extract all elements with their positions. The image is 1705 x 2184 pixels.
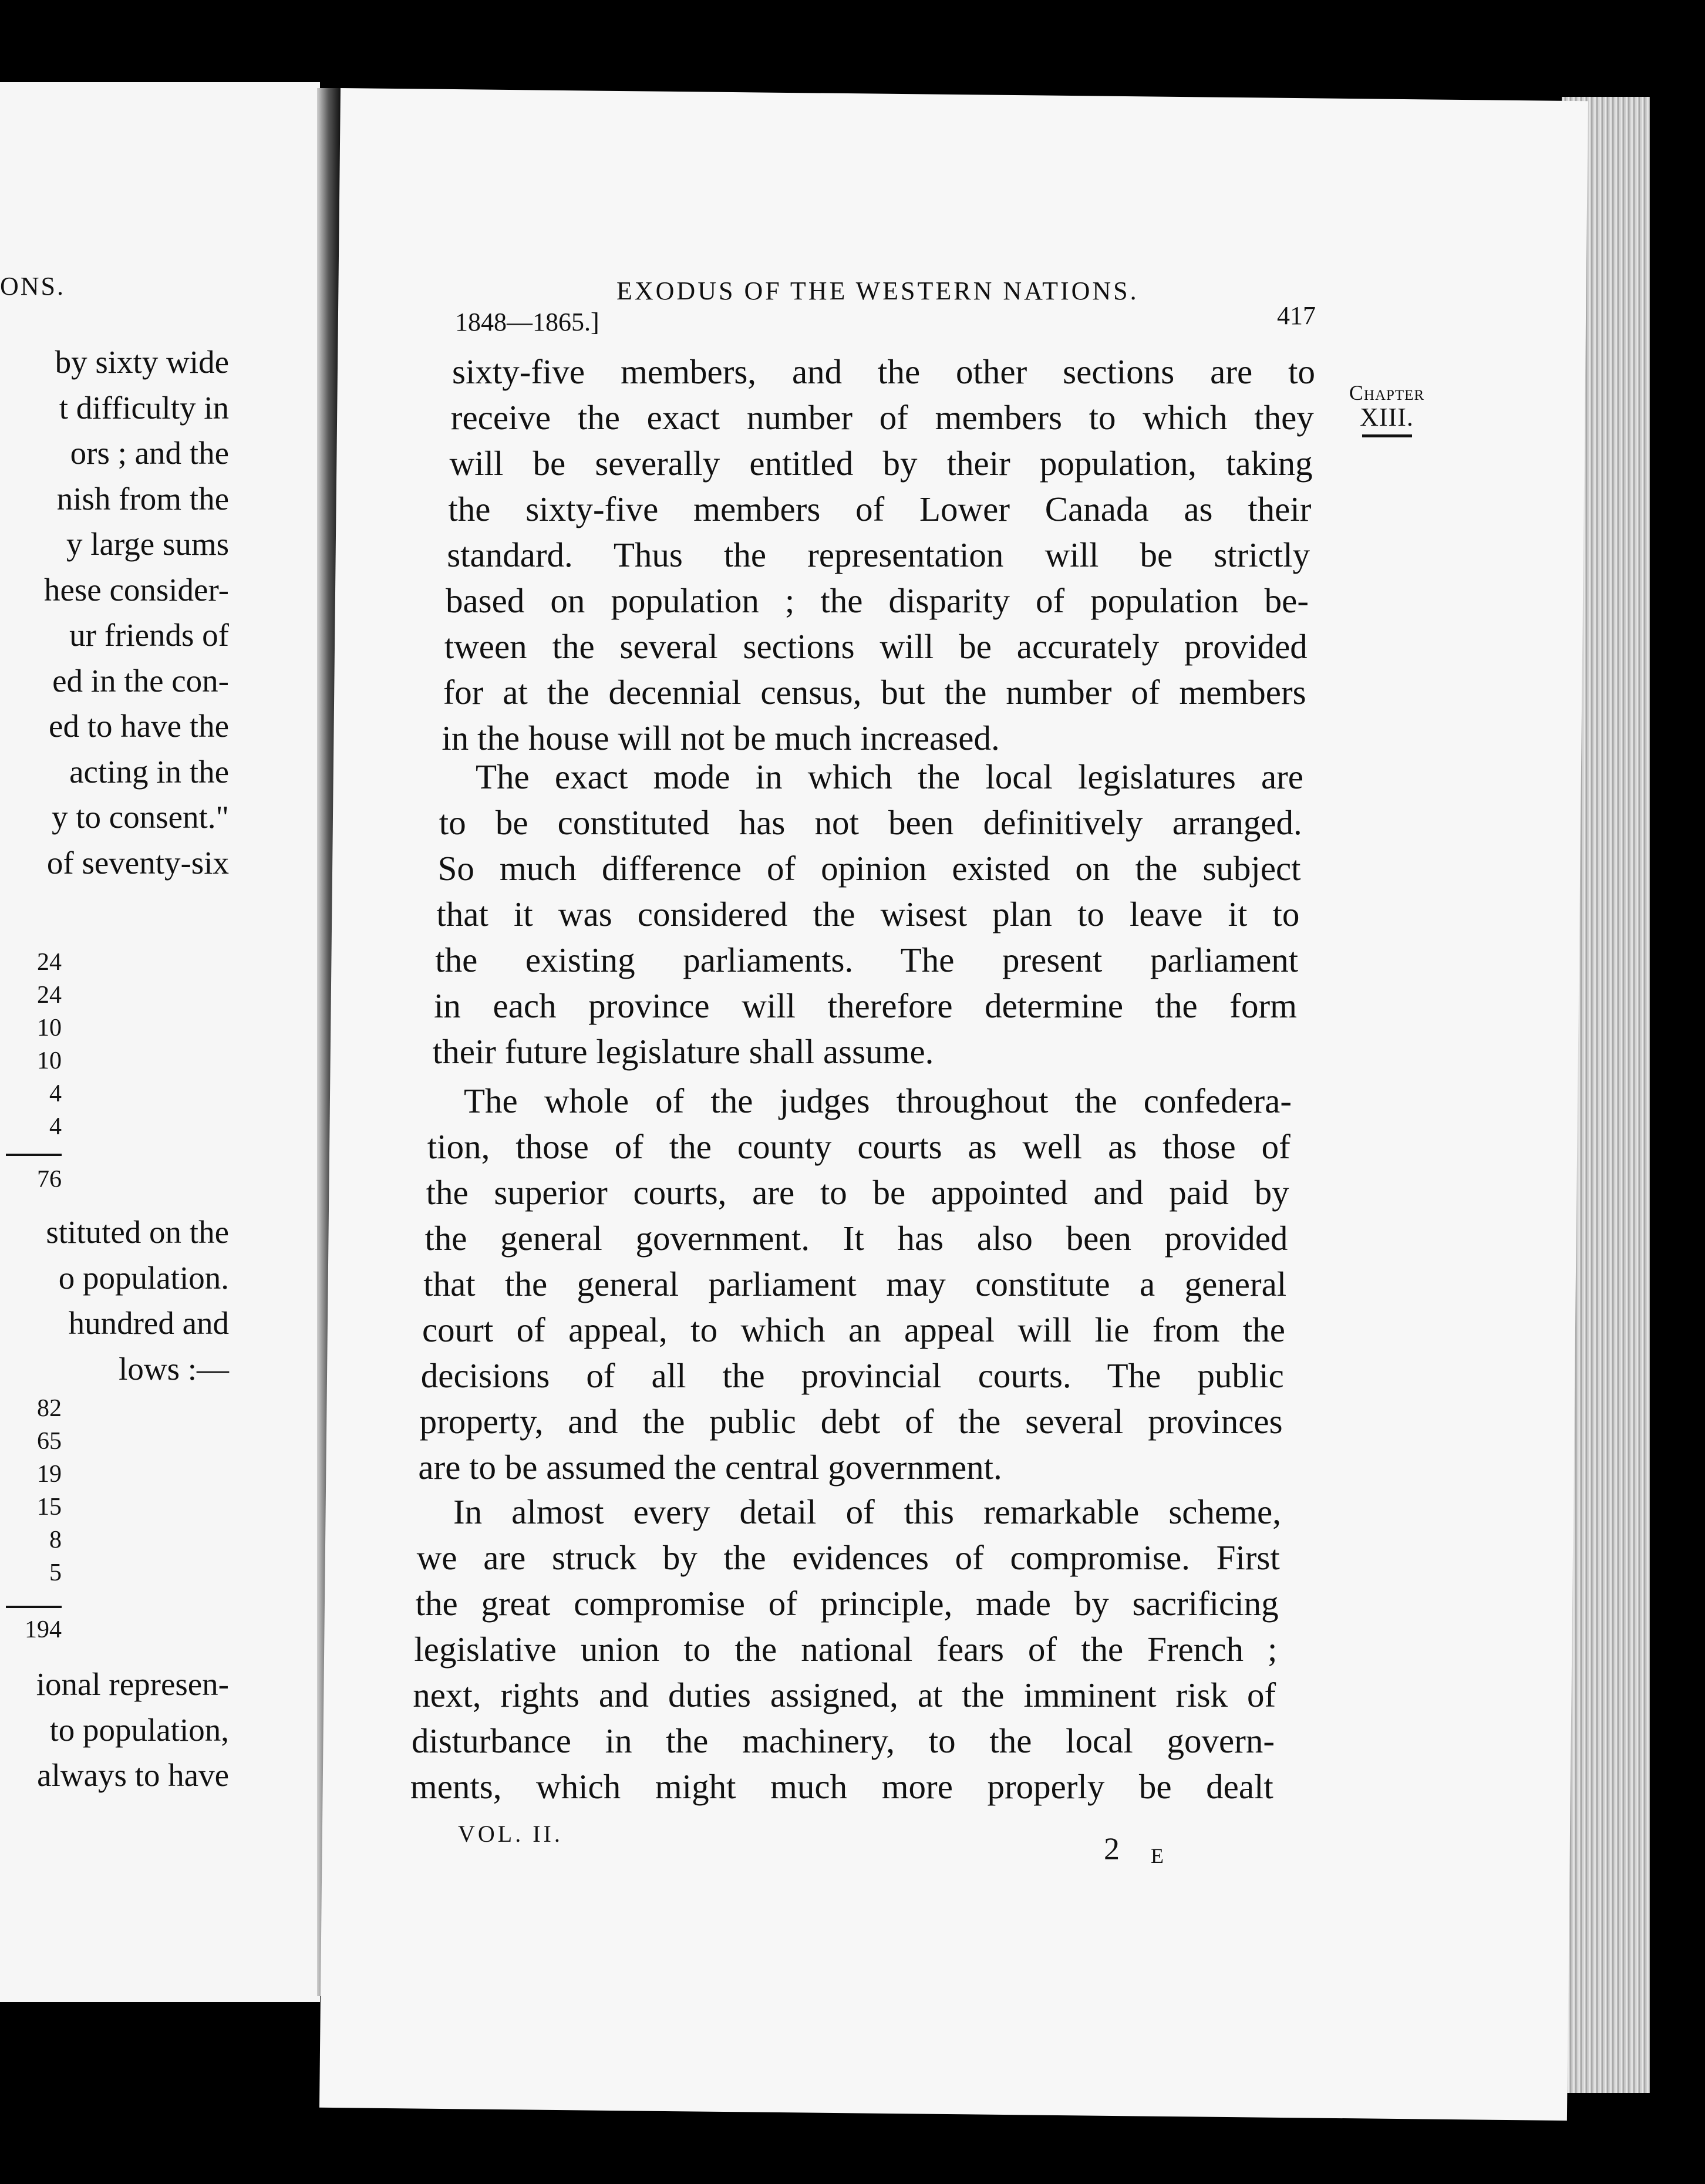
body-line: their future legislature shall assume.	[432, 1032, 934, 1071]
left-text-line: hundred and	[68, 1305, 229, 1341]
body-line: the great compromise of principle, made by sacrificing	[415, 1584, 1279, 1623]
left-text-line: hese consider-	[43, 571, 229, 608]
body-line: we are struck by the evidences of compromise. First	[416, 1538, 1280, 1577]
left-text-line: by sixty wide	[55, 344, 229, 380]
left-text-line: ur friends of	[69, 617, 229, 653]
body-line: the general government. It has also been provided	[424, 1219, 1288, 1258]
footer-volume: VOL. II.	[458, 1821, 563, 1847]
body-line: will be severally entitled by their population, taking	[449, 444, 1313, 483]
body-line: The exact mode in which the local legislatures are	[476, 757, 1303, 796]
left-number: 4	[49, 1113, 62, 1140]
footer-signature: 2	[1104, 1831, 1120, 1866]
left-number: 10	[37, 1047, 62, 1074]
footer-signature-letter: E	[1151, 1844, 1164, 1868]
left-text-line: ional represen-	[36, 1666, 229, 1702]
body-line: for at the decennial census, but the number of members	[443, 673, 1306, 712]
body-line: tween the several sections will be accurately provided	[444, 627, 1308, 666]
left-text-line: t difficulty in	[59, 389, 229, 426]
body-line: the superior courts, are to be appointed and paid by	[426, 1173, 1289, 1212]
chapter-label: Chapter	[1349, 381, 1425, 405]
chapter-rule	[1362, 434, 1412, 437]
body-line: tion, those of the county courts as well as those of	[427, 1127, 1290, 1166]
body-line: ments, which might much more properly be dealt	[410, 1767, 1273, 1806]
left-number: 24	[37, 982, 62, 1009]
page-number: 417	[1277, 301, 1316, 330]
body-line: the existing parliaments. The present parliament	[435, 941, 1299, 979]
left-number: 19	[37, 1461, 62, 1488]
body-line: that it was considered the wisest plan to leave it to	[436, 895, 1300, 933]
left-text-line: ed in the con-	[52, 662, 229, 699]
body-line: court of appeal, to which an appeal will lie from the	[422, 1310, 1285, 1349]
body-line: So much difference of opinion existed on the subject	[437, 849, 1301, 888]
sum-rule	[6, 1154, 62, 1156]
left-text-line: stituted on the	[46, 1214, 229, 1250]
left-text-line: acting in the	[69, 753, 229, 790]
body-line: disturbance in the machinery, to the local govern-	[412, 1721, 1275, 1760]
left-text-line: to population,	[49, 1711, 229, 1748]
left-text-line: ors ; and the	[70, 435, 229, 471]
chapter-number: XIII.	[1360, 403, 1414, 432]
left-text-line: y to consent."	[52, 799, 229, 835]
left-number: 8	[49, 1526, 62, 1553]
body-line: standard. Thus the representation will be strictly	[447, 535, 1310, 574]
body-line: property, and the public debt of the several provinces	[419, 1402, 1283, 1441]
left-number: 15	[37, 1494, 62, 1521]
left-running-head-fragment: ONS.	[0, 272, 66, 301]
body-line: to be constituted has not been definitively arranged.	[439, 803, 1302, 842]
body-line: sixty-five members, and the other sections are to	[452, 352, 1315, 391]
left-text-line: ed to have the	[49, 708, 229, 744]
body-line: in each province will therefore determine the form	[434, 986, 1297, 1025]
body-line: the sixty-five members of Lower Canada as their	[448, 490, 1312, 528]
body-line: next, rights and duties assigned, at the imminent risk of	[413, 1676, 1276, 1714]
left-number: 4	[49, 1080, 62, 1107]
chapter-marginal	[1334, 380, 1440, 437]
left-number: 65	[37, 1428, 62, 1455]
left-number: 10	[37, 1015, 62, 1042]
left-text-line: y large sums	[66, 526, 229, 562]
running-head: EXODUS OF THE WESTERN NATIONS.	[616, 277, 1139, 305]
sum-rule	[6, 1606, 62, 1608]
left-total: 194	[25, 1616, 62, 1643]
date-range: 1848—1865.]	[455, 308, 599, 336]
left-total: 76	[37, 1166, 62, 1193]
body-line: decisions of all the provincial courts. The public	[420, 1356, 1284, 1395]
body-line: legislative union to the national fears of the French ;	[414, 1630, 1278, 1669]
body-line: In almost every detail of this remarkable scheme,	[453, 1492, 1281, 1531]
left-text-line: o population.	[58, 1259, 229, 1296]
left-text-line: nish from the	[56, 480, 229, 517]
body-line: based on population ; the disparity of population be-	[446, 581, 1309, 620]
body-line: that the general parliament may constitute a general	[423, 1265, 1287, 1303]
left-number: 82	[37, 1395, 62, 1422]
body-line: The whole of the judges throughout the confedera-	[464, 1081, 1292, 1120]
left-text-line: of seventy-six	[46, 844, 229, 881]
body-line: in the house will not be much increased.	[442, 719, 1000, 757]
left-number: 5	[49, 1559, 62, 1586]
left-text-line: lows :—	[119, 1350, 229, 1387]
body-line: receive the exact number of members to which they	[450, 398, 1314, 437]
left-number: 24	[37, 949, 62, 976]
body-line: are to be assumed the central government.	[418, 1448, 1002, 1487]
left-text-line: always to have	[37, 1757, 229, 1793]
